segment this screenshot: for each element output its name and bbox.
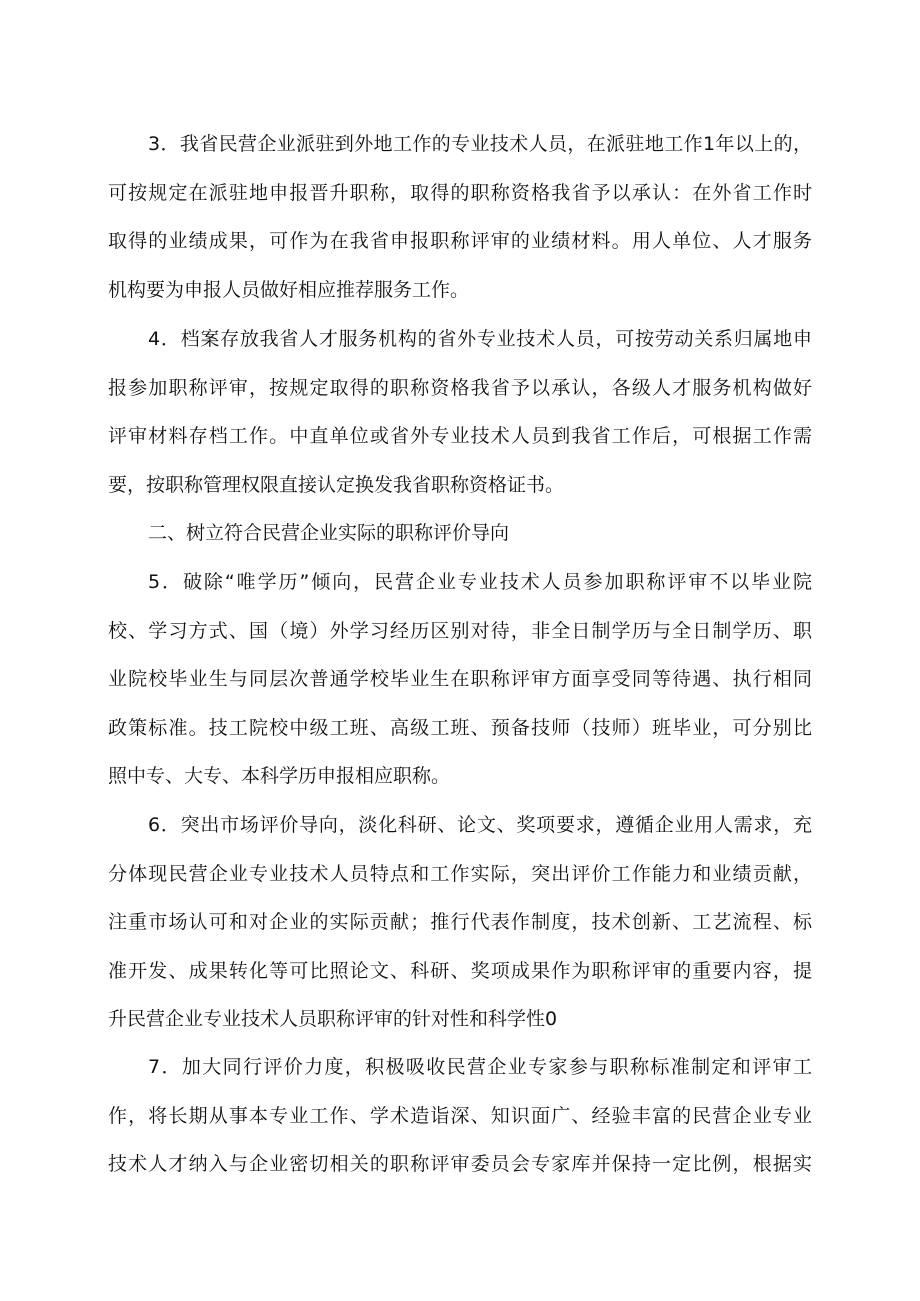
text-line: 升民营企业专业技术人员职称评审的针对性和科学性0	[108, 1008, 558, 1031]
paragraph-item-7	[108, 1043, 812, 1189]
text-line: 可按规定在派驻地申报晋升职称，取得的职称资格我省予以承认：在外省工作时	[108, 181, 812, 204]
text-line: 二、树立符合民营企业实际的职称评价导向	[148, 522, 510, 544]
text-line: 校、学习方式、国（境）外学习经历区别对待，非全日制学历与全日制学历、职	[108, 619, 812, 642]
text-line: 分体现民营企业专业技术人员特点和工作实际，突出评价工作能力和业绩贡献，	[108, 862, 812, 885]
text-line: 业院校毕业生与同层次普通学校毕业生在职称评审方面享受同等待遇、执行相同	[108, 668, 812, 691]
text-line: 7．加大同行评价力度，积极吸收民营企业专家参与职称标准制定和评审工	[148, 1056, 812, 1078]
paragraph-item-4	[108, 315, 812, 509]
text-line: 技术人才纳入与企业密切相关的职称评审委员会专家库并保持一定比例，根据实	[108, 1153, 812, 1176]
text-line: 取得的业绩成果，可作为在我省申报职称评审的业绩材料。用人单位、人才服务	[108, 230, 812, 253]
text-line: 6．突出市场评价导向，淡化科研、论文、奖项要求，遵循企业用人需求，充	[148, 814, 812, 836]
section-heading	[108, 509, 812, 558]
text-line: 报参加职称评审，按规定取得的职称资格我省予以承认，各级人才服务机构做好	[108, 376, 812, 399]
text-line: 3．我省民营企业派驻到外地工作的专业技术人员，在派驻地工作1年以上的，	[148, 133, 812, 155]
text-line: 作，将长期从事本专业工作、学术造诣深、知识面广、经验丰富的民营企业专业	[108, 1104, 812, 1127]
paragraph-item-3	[108, 120, 812, 314]
text-line: 注重市场认可和对企业的实际贡献；推行代表作制度，技术创新、工艺流程、标	[108, 911, 812, 934]
text-line: 4．档案存放我省人才服务机构的省外专业技术人员，可按劳动关系归属地申	[148, 328, 812, 350]
paragraph-item-6	[108, 801, 812, 1044]
text-line: 照中专、大专、本科学历申报相应职称。	[108, 765, 451, 788]
text-line: 5．破除“唯学历”倾向，民营企业专业技术人员参加职称评审不以毕业院	[148, 571, 812, 593]
text-line: 机构要为申报人员做好相应推荐服务工作。	[108, 278, 470, 301]
text-line: 政策标准。技工院校中级工班、高级工班、预备技师（技师）班毕业，可分别比	[108, 716, 812, 739]
text-line: 评审材料存档工作。中直单位或省外专业技术人员到我省工作后，可根据工作需	[108, 425, 812, 448]
text-line: 要，按职称管理权限直接认定换发我省职称资格证书。	[108, 473, 565, 496]
paragraph-item-5	[108, 558, 812, 801]
text-line: 准开发、成果转化等可比照论文、科研、奖项成果作为职称评审的重要内容，提	[108, 959, 812, 982]
